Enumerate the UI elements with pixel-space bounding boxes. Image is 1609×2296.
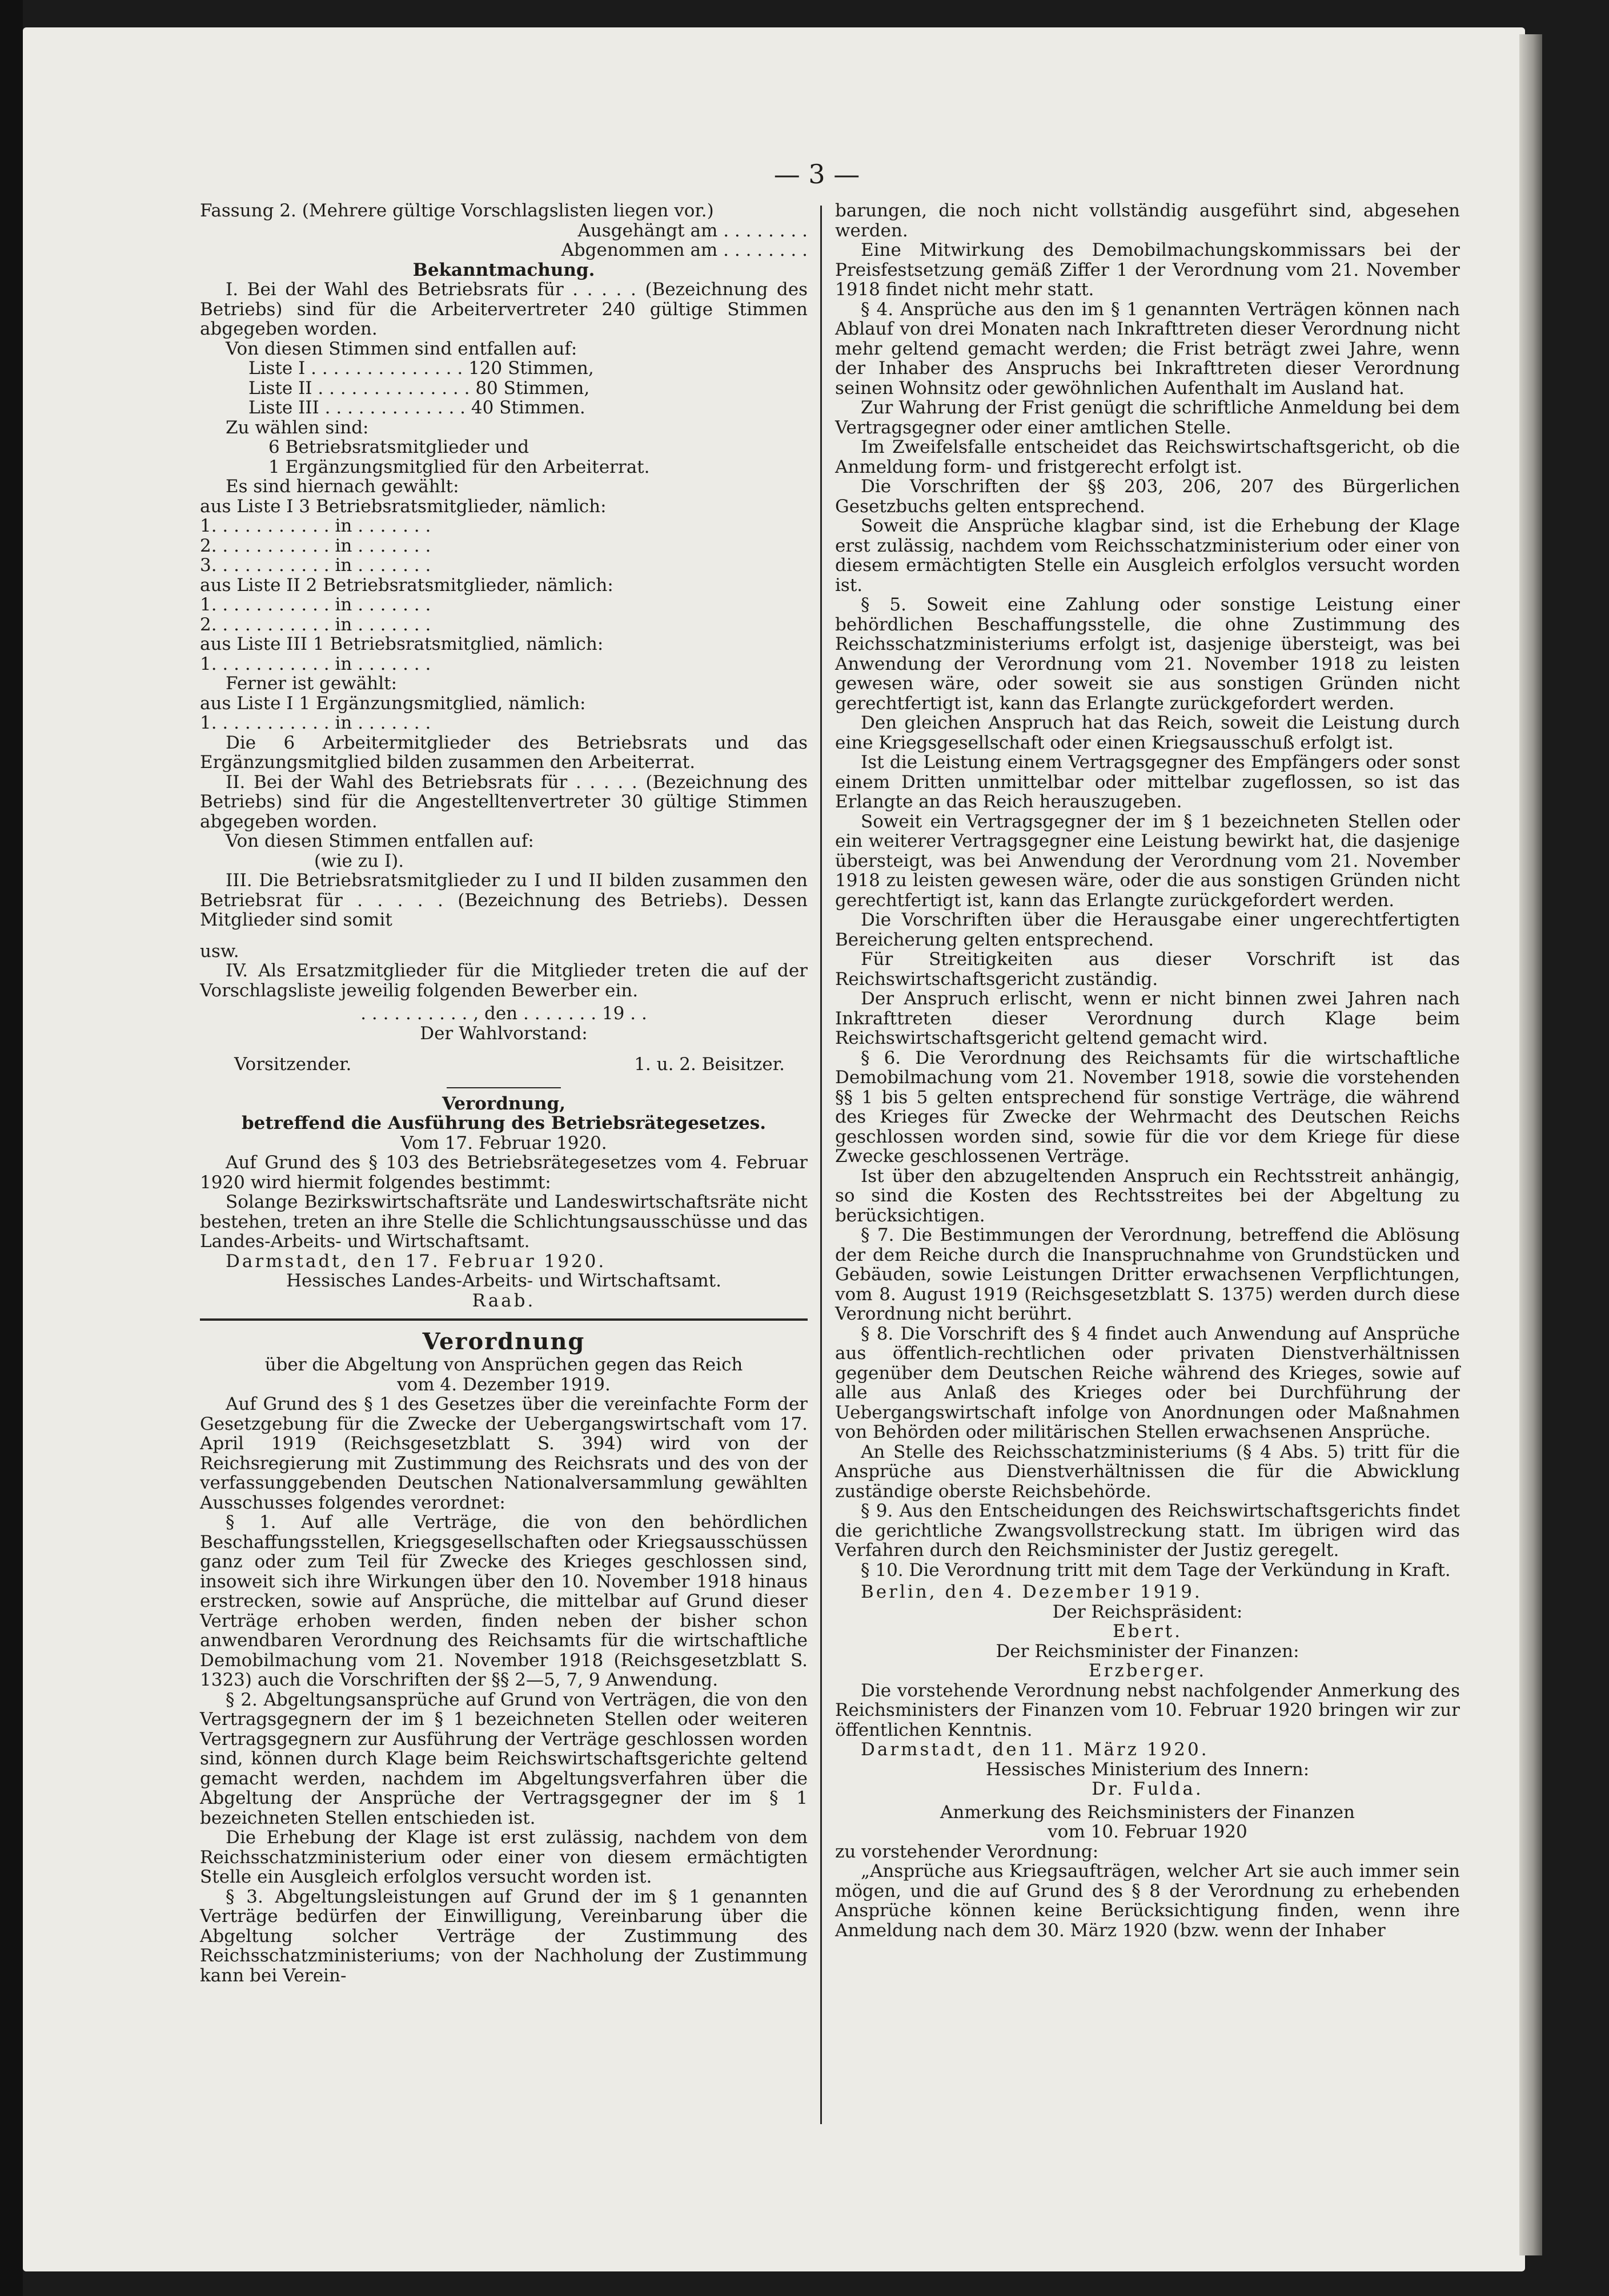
paragraph: Die Erhebung der Klage ist erst zulässig, nachdem von dem Reichsschatzministerium oder einer von diesem ermächtigten Stelle ein Ausgleich erfolglos versucht worden ist. [200,1827,808,1887]
paragraph: Auf Grund des § 1 des Gesetzes über die vereinfachte Form der Gesetzgebung für die Zwecke der Uebergangswirtschaft vom 17. April 1919 (Reichsgesetzblatt S. 394) wird von der Reichsregierung mit Zustimmung des Reichsrats und des von der verfassunggebenden Deutschen Nationalversammlung gewählten Ausschusses folgendes verordnet: [200,1394,808,1513]
paragraph: aus Liste I 1 Ergänzungsmitglied, nämlich: [200,693,586,714]
paragraph: Zu wählen sind: [226,417,369,438]
paragraph: 6 Betriebsratsmitglieder und [268,437,529,457]
paragraph: Ist über den abzugeltenden Anspruch ein Rechtsstreit anhängig, so sind die Kosten des Rechtsstreites bei der Abgeltung zu berücksichtigen. [835,1165,1460,1226]
paragraph: An Stelle des Reichsschatzministeriums (§ 4 Abs. 5) tritt für die Ansprüche aus Dienstverhältnissen die für die Abwicklung zuständige oberste Reichsbehörde. [835,1441,1460,1502]
ordinance-date: Vom 17. Februar 1920. [400,1132,607,1153]
paragraph: § 1. Auf alle Verträge, die von den behördlichen Beschaffungsstellen, Kriegsgesellschaften oder Kriegsausschüssen ganz oder zum Teil für Zwecke des Krieges geschlossen sind, insoweit sich ihre Wirkungen über den 10. November 1918 hinaus erstrecken, sowie auf Ansprüche, die mittelbar auf Grund dieser Verträge erhoben werden, finden neben der bisher schon anwendbaren Verordnung des Reichsamts für die wirtschaftliche Demobilmachung vom 21. November 1918 (Reichsgesetzblatt S. 1323) auch die Vorschriften der §§ 2—5, 7, 9 Anwendung. [200,1512,808,1690]
blank-line: 1. . . . . . . . . . . in . . . . . . . [200,713,431,733]
authority-name: Hessisches Landes-Arbeits- und Wirtschaftsamt. [286,1270,721,1291]
paragraph: „Ansprüche aus Kriegsaufträgen, welcher Art sie auch immer sein mögen, und die auf Grund des § 8 der Verordnung zu erhebenden Ansprüche können keine Berücksichtigung finden, wenn ihre Anmeldung nach dem 30. März 1920 (bzw. wenn der Inhaber [835,1861,1460,1941]
signatory-title: Der Reichsminister der Finanzen: [996,1640,1299,1662]
paragraph: Es sind hiernach gewählt: [226,476,459,497]
paragraph: barungen, die noch nicht vollständig ausgeführt sind, abgesehen werden. [835,200,1460,241]
paragraph: II. Bei der Wahl des Betriebsrats für . . . . . (Bezeichnung des Betriebs) sind für die Angestelltenvertreter 30 gültige Stimmen abgegeben worden. [200,771,808,832]
blank-line: 1. . . . . . . . . . . in . . . . . . . [200,653,431,674]
note-intro: zu vorstehender Verordnung: [835,1841,1099,1862]
paragraph: Ferner ist gewählt: [226,673,398,694]
ordinance-title-large: Verordnung [422,1328,585,1355]
paragraph: usw. [200,940,239,962]
page-number: — 3 — [773,159,860,190]
paragraph: Im Zweifelsfalle entscheidet das Reichswirtschaftsgericht, ob die Anmeldung form- und fristgerecht erfolgt ist. [835,437,1460,477]
left-column [200,201,808,1985]
paragraph: Von diesen Stimmen entfallen auf: [226,831,534,851]
blank-line: 1. . . . . . . . . . . in . . . . . . . [200,516,431,536]
authority-name: Hessisches Ministerium des Innern: [985,1759,1310,1780]
chair-signature: Vorsitzender. [234,1054,352,1075]
paragraph: aus Liste I 3 Betriebsratsmitglieder, nämlich: [200,496,607,517]
paragraph: Ist die Leistung einem Vertragsgegner des Empfängers oder sonst einem Dritten unmittelbar oder mittelbar zugeflossen, so ist das Erlangte an das Reich herauszugeben. [835,752,1460,812]
place-date: Darmstadt, den 17. Februar 1920. [226,1250,607,1272]
assessors-signature: 1. u. 2. Beisitzer. [634,1054,785,1075]
blank-line: 2. . . . . . . . . . . in . . . . . . . [200,535,431,556]
paragraph: III. Die Betriebsratsmitglieder zu I und II bilden zusammen den Betriebsrat für . . . . . (Bezeichnung des Betriebs). Dessen Mitglieder sind somit [200,870,808,930]
facing-page-edge [0,0,23,2296]
paragraph: § 5. Soweit eine Zahlung oder sonstige Leistung einer behördlichen Beschaffungsstelle, die ohne Zustimmung des Reichsschatzministeriums erfolgt ist, dasjenige übersteigt, was bei Anwendung der Verordnung vom 21. November 1918 zu leisten gewesen wäre, oder soweit sie aus sonstigen Gründen nicht gerechtfertigt ist, kann das Erlangte zurückgefordert werden. [835,594,1460,714]
blank-line: 1. . . . . . . . . . . in . . . . . . . [200,594,431,615]
paragraph: Zur Wahrung der Frist genügt die schriftliche Anmeldung bei dem Vertragsgegner oder einer amtlichen Stelle. [835,397,1460,438]
section-divider [447,1087,561,1088]
paragraph: aus Liste III 1 Betriebsratsmitglied, nämlich: [200,634,604,654]
paragraph: (wie zu I). [314,850,404,871]
paragraph: § 8. Die Vorschrift des § 4 findet auch Anwendung auf Ansprüche aus öffentlich-rechtlichen oder privaten Dienstverhältnissen gegenüber dem Deutschen Reiche während des Krieges, sowie auf alle aus Anlaß des Krieges oder bei Durchführung der Uebergangswirtschaft infolge von Anordnungen oder Maßnahmen von Behörden oder militärischen Stellen erwachsenen Ansprüche. [835,1323,1460,1442]
signatory-name: Raab. [472,1290,536,1311]
section-heading-fassung: Fassung 2. (Mehrere gültige Vorschlagslisten liegen vor.) [200,200,714,221]
date-placeholder: . . . . . . . . . . , den . . . . . . . 19 . . [360,1003,647,1024]
paragraph: § 9. Aus den Entscheidungen des Reichswirtschaftsgerichts findet die gerichtliche Zwangsvollstreckung statt. Im übrigen wird das Verfahren durch den Reichsminister der Justiz geregelt. [835,1501,1460,1561]
place-date: Berlin, den 4. Dezember 1919. [861,1582,1202,1602]
note-date: vom 10. Februar 1920 [1048,1821,1247,1842]
paragraph: aus Liste II 2 Betriebsratsmitglieder, nämlich: [200,574,613,596]
paragraph: § 2. Abgeltungsansprüche auf Grund von Verträgen, die von den Vertragsgegnern der im § 1 bezeichneten Stellen oder weiteren Vertragsgegnern zur Ausführung der Verträge geschlossen worden sind, können durch Klage beim Reichswirtschaftsgerichte geltend gemacht werden, nachdem im Abgeltungsverfahren über die Abgeltung der Ansprüche der Vertragsgegner der im § 1 bezeichneten Stellen entschieden ist. [200,1689,808,1828]
paragraph: Auf Grund des § 103 des Betriebsrätegesetzes vom 4. Februar 1920 wird hiermit folgendes bestimmt: [200,1152,808,1193]
paragraph: Der Anspruch erlischt, wenn er nicht binnen zwei Jahren nach Inkrafttreten dieser Verordnung durch Klage beim Reichswirtschaftsgericht geltend gemacht wird. [835,988,1460,1048]
paragraph: Von diesen Stimmen sind entfallen auf: [226,338,577,359]
paragraph: IV. Als Ersatzmitglieder für die Mitglieder treten die auf der Vorschlagsliste jeweilig folgenden Bewerber ein. [200,960,808,1001]
paragraph: Die Vorschriften der §§ 203, 206, 207 des Bürgerlichen Gesetzbuchs gelten entsprechend. [835,476,1460,517]
list-result: Liste II . . . . . . . . . . . . . . 80 Stimmen, [248,377,590,399]
note-title: Anmerkung des Reichsministers der Finanzen [940,1802,1355,1823]
ordinance-date: vom 4. Dezember 1919. [397,1374,611,1395]
paragraph: Den gleichen Anspruch hat das Reich, soweit die Leistung durch eine Kriegsgesellschaft oder einen Kriegsausschuß erfolgt ist. [835,713,1460,753]
paragraph: § 6. Die Verordnung des Reichsamts für die wirtschaftliche Demobilmachung vom 21. November 1918, sowie die vorstehenden §§ 1 bis 5 gelten entsprechend für sonstige Verträge, die während des Krieges für Zwecke der Wehrmacht des Deutschen Reichs geschlossen worden sind, sowie für die vor dem Kriege für diese Zwecke geschlossenen Verträge. [835,1047,1460,1167]
blank-line: 2. . . . . . . . . . . in . . . . . . . [200,614,431,635]
ordinance-title: Verordnung, [442,1093,566,1114]
section-divider [200,1318,808,1321]
page-stack-edge [1519,34,1542,2255]
paragraph: Die vorstehende Verordnung nebst nachfolgender Anmerkung des Reichsministers der Finanzen vom 10. Februar 1920 bringen wir zur öffentlichen Kenntnis. [835,1680,1460,1740]
paragraph: Soweit die Ansprüche klagbar sind, ist die Erhebung der Klage erst zulässig, nachdem vom Reichsschatzministerium oder einer von diesem ermächtigten Stelle ein Ausgleich erfolglos versucht worden ist. [835,516,1460,596]
signatory-name: Dr. Fulda. [1092,1779,1203,1799]
signatory-name: Erzberger. [1088,1660,1207,1681]
signatory-name: Ebert. [1113,1621,1182,1642]
paragraph: § 7. Die Bestimmungen der Verordnung, betreffend die Ablösung der dem Reiche durch die Inanspruchnahme von Grundstücken und Gebäuden, sowie Leistungen Dritter erwachsenen Verpflichtungen, vom 8. August 1919 (Reichsgesetzblatt S. 1375) werden durch diese Verordnung nicht berührt. [835,1225,1460,1324]
paragraph: I. Bei der Wahl des Betriebsrats für . . . . . (Bezeichnung des Betriebs) sind für die Arbeitervertreter 240 gültige Stimmen abgegeben worden. [200,279,808,339]
paragraph: 1 Ergänzungsmitglied für den Arbeiterrat. [268,456,650,477]
removed-date-line: Abgenommen am . . . . . . . . [561,240,808,260]
paragraph: Soweit ein Vertragsgegner der im § 1 bezeichneten Stellen oder ein weiterer Vertragsgegner eine Leistung bewirkt hat, die dasjenige übersteigt, was bei Anwendung der Verordnung vom 21. November 1918 zu leisten gewesen wäre, oder die aus sonstigen Gründen nicht gerechtfertigt ist, kann das Erlangte zurückgefordert werden. [835,811,1460,911]
right-column [835,201,1460,1940]
paragraph: Eine Mitwirkung des Demobilmachungskommissars bei der Preisfestsetzung gemäß Ziffer 1 der Verordnung vom 21. November 1918 findet nicht mehr statt. [835,240,1460,300]
paragraph: Solange Bezirkswirtschaftsräte und Landeswirtschaftsräte nicht bestehen, treten an ihre Stelle die Schlichtungsausschüsse und das Landes-Arbeits- und Wirtschaftsamt. [200,1192,808,1252]
column-divider [820,206,822,2124]
paragraph: Die Vorschriften über die Herausgabe einer ungerechtfertigten Bereicherung gelten entsprechend. [835,910,1460,950]
paragraph: § 3. Abgeltungsleistungen auf Grund der im § 1 genannten Verträge bedürfen der Einwilligung, Vereinbarung über die Abgeltung solcher Verträge der Zustimmung des Reichsschatzministeriums; von der Nachholung der Zustimmung kann bei Verein- [200,1886,808,1986]
paragraph: Für Streitigkeiten aus dieser Vorschrift ist das Reichswirtschaftsgericht zuständig. [835,949,1460,990]
list-result: Liste III . . . . . . . . . . . . . 40 Stimmen. [248,397,585,418]
blank-line: 3. . . . . . . . . . . in . . . . . . . [200,555,431,576]
paragraph: § 4. Ansprüche aus den im § 1 genannten Verträgen können nach Ablauf von drei Monaten nach Inkrafttreten dieser Verordnung nicht mehr geltend gemacht werden; die Frist beträgt zwei Jahre, wenn der Inhaber des Anspruchs bei Inkrafttreten dieser Verordnung seinen Wohnsitz oder gewöhnlichen Aufenthalt im Ausland hat. [835,299,1460,399]
posted-date-line: Ausgehängt am . . . . . . . . [577,220,808,241]
ordinance-subtitle: betreffend die Ausführung des Betriebsrätegesetzes. [241,1113,767,1133]
announcement-title: Bekanntmachung. [412,259,595,280]
signatory-title: Der Reichspräsident: [1052,1601,1243,1622]
list-result: Liste I . . . . . . . . . . . . . . 120 Stimmen, [248,358,594,379]
election-board-label: Der Wahlvorstand: [420,1023,588,1044]
ordinance-subject: über die Abgeltung von Ansprüchen gegen das Reich [264,1354,743,1375]
paragraph: Die 6 Arbeitermitglieder des Betriebsrats und das Ergänzungsmitglied bilden zusammen den Arbeiterrat. [200,732,808,773]
paragraph: § 10. Die Verordnung tritt mit dem Tage der Verkündung in Kraft. [861,1559,1451,1581]
place-date: Darmstadt, den 11. März 1920. [861,1739,1209,1760]
